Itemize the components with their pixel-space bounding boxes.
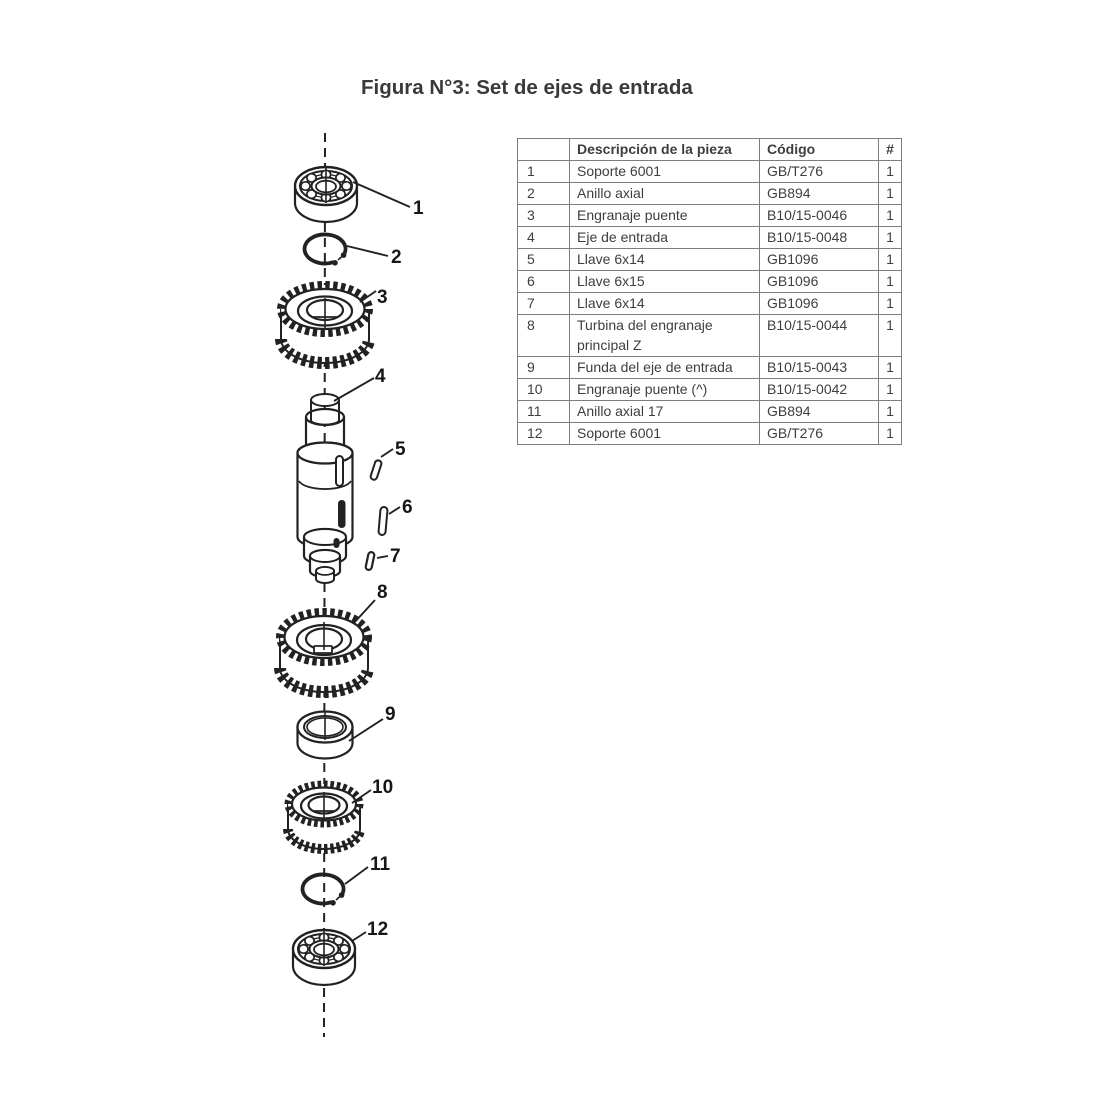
- table-row: [518, 315, 902, 357]
- cell-descripcion: Engranaje puente (^): [570, 379, 760, 401]
- part-shaft-sleeve: [298, 712, 353, 759]
- table-row: [518, 423, 902, 445]
- cell-num: 3: [518, 205, 570, 227]
- cell-codigo: B10/15-0048: [760, 227, 879, 249]
- cell-codigo: B10/15-0042: [760, 379, 879, 401]
- cell-num: 7: [518, 293, 570, 315]
- header-num: [518, 139, 570, 161]
- center-axis-line: [324, 133, 325, 1037]
- cell-qty: 1: [879, 183, 902, 205]
- callout-1: 1: [413, 198, 424, 219]
- cell-descripcion: Soporte 6001: [570, 161, 760, 183]
- cell-codigo: GB894: [760, 401, 879, 423]
- callout-12: 12: [367, 919, 389, 940]
- cell-qty: 1: [879, 315, 902, 357]
- table-row: [518, 379, 902, 401]
- cell-descripcion: Llave 6x14: [570, 293, 760, 315]
- cell-descripcion: Soporte 6001: [570, 423, 760, 445]
- cell-codigo: B10/15-0044: [760, 315, 879, 357]
- cell-descripcion: Anillo axial 17: [570, 401, 760, 423]
- callout-9: 9: [385, 704, 396, 725]
- cell-descripcion: Engranaje puente: [570, 205, 760, 227]
- cell-qty: 1: [879, 205, 902, 227]
- callout-10: 10: [372, 777, 394, 798]
- cell-descripcion: Eje de entrada: [570, 227, 760, 249]
- cell-codigo: GB1096: [760, 271, 879, 293]
- cell-qty: 1: [879, 227, 902, 249]
- cell-qty: 1: [879, 379, 902, 401]
- cell-num: 5: [518, 249, 570, 271]
- cell-descripcion: Anillo axial: [570, 183, 760, 205]
- cell-descripcion: Turbina del engranaje principal Z: [570, 315, 760, 357]
- cell-codigo: B10/15-0046: [760, 205, 879, 227]
- cell-num: 1: [518, 161, 570, 183]
- header-qty: #: [879, 139, 902, 161]
- parts-table: [517, 138, 902, 445]
- cell-descripcion: Funda del eje de entrada: [570, 357, 760, 379]
- cell-num: 9: [518, 357, 570, 379]
- cell-qty: 1: [879, 293, 902, 315]
- cell-num: 2: [518, 183, 570, 205]
- callout-3: 3: [377, 287, 388, 308]
- cell-qty: 1: [879, 423, 902, 445]
- cell-qty: 1: [879, 161, 902, 183]
- cell-qty: 1: [879, 357, 902, 379]
- cell-descripcion: Llave 6x15: [570, 271, 760, 293]
- cell-num: 6: [518, 271, 570, 293]
- cell-qty: 1: [879, 249, 902, 271]
- cell-qty: 1: [879, 401, 902, 423]
- callout-2: 2: [391, 247, 402, 268]
- cell-num: 12: [518, 423, 570, 445]
- table-row: [518, 183, 902, 205]
- table-row: [518, 401, 902, 423]
- table-row: [518, 249, 902, 271]
- part-bridge-gear-upper: [281, 285, 369, 363]
- callout-8: 8: [377, 582, 388, 603]
- cell-codigo: GB/T276: [760, 161, 879, 183]
- cell-codigo: GB1096: [760, 293, 879, 315]
- cell-codigo: GB894: [760, 183, 879, 205]
- part-key-6x15: [378, 507, 387, 536]
- callout-4: 4: [375, 366, 386, 387]
- cell-codigo: B10/15-0043: [760, 357, 879, 379]
- table-row: [518, 293, 902, 315]
- header-codigo: Código: [760, 139, 879, 161]
- table-row: [518, 227, 902, 249]
- figure-title: Figura N°3: Set de ejes de entrada: [361, 76, 693, 99]
- callout-7: 7: [390, 546, 401, 567]
- callout-labels: [367, 198, 424, 940]
- part-main-gear-turbine: [280, 612, 368, 692]
- header-descripcion: Descripción de la pieza: [570, 139, 760, 161]
- cell-num: 8: [518, 315, 570, 357]
- table-row: [518, 357, 902, 379]
- part-key-6x14-lower: [365, 552, 375, 571]
- table-row: [518, 161, 902, 183]
- part-input-shaft: [298, 394, 353, 583]
- part-bridge-gear-lower: [288, 784, 360, 849]
- table-row: [518, 205, 902, 227]
- cell-num: 4: [518, 227, 570, 249]
- callout-5: 5: [395, 439, 406, 460]
- part-key-6x14-upper: [370, 460, 382, 481]
- table-row: [518, 271, 902, 293]
- cell-qty: 1: [879, 271, 902, 293]
- cell-num: 10: [518, 379, 570, 401]
- cell-num: 11: [518, 401, 570, 423]
- cell-descripcion: Llave 6x14: [570, 249, 760, 271]
- cell-codigo: GB1096: [760, 249, 879, 271]
- callout-6: 6: [402, 497, 413, 518]
- callout-11: 11: [370, 854, 391, 875]
- cell-codigo: GB/T276: [760, 423, 879, 445]
- table-header-row: [518, 139, 902, 161]
